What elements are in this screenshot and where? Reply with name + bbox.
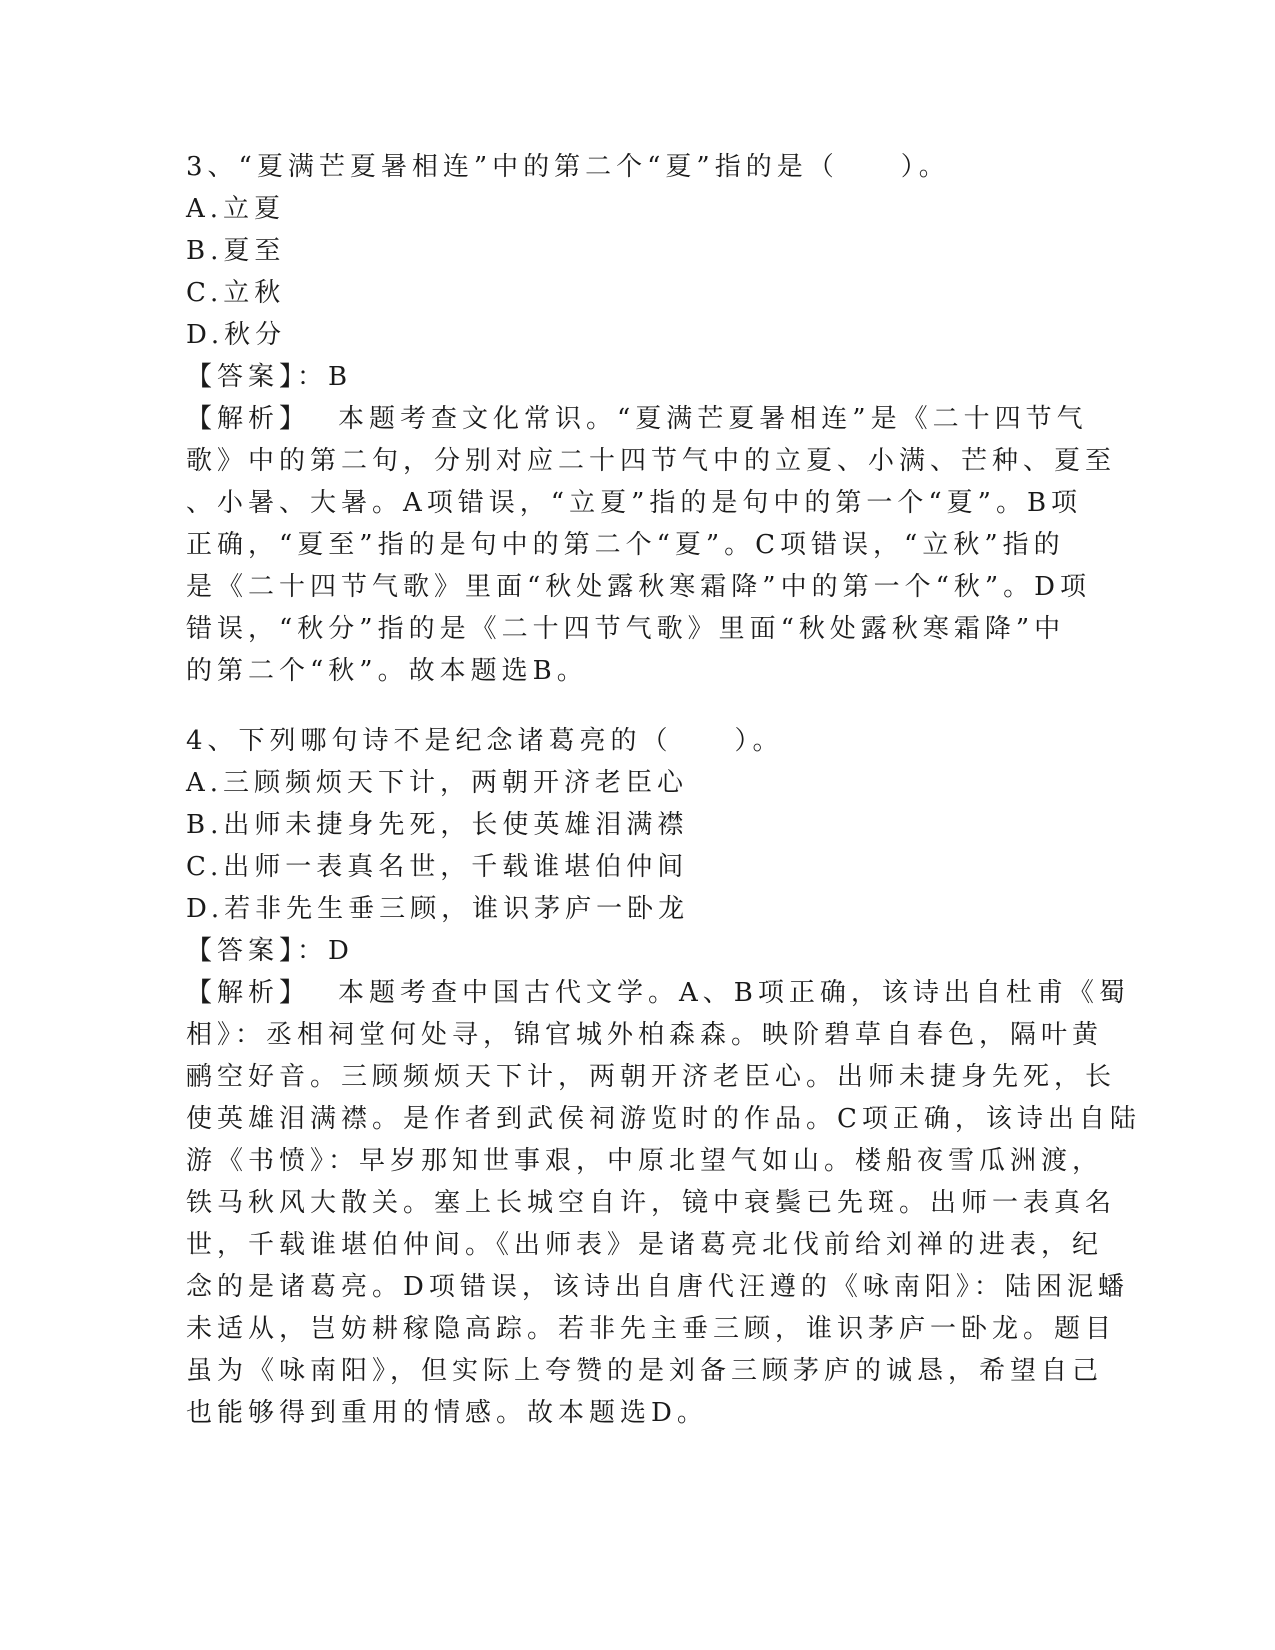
option-b: B.夏至	[186, 236, 286, 266]
option-a: A.立夏	[186, 194, 286, 224]
question-3	[186, 146, 1117, 692]
answer-label: 【答案】：	[186, 362, 329, 392]
analysis	[186, 972, 1141, 1434]
analysis-line: 正确，“夏至”指的是句中的第二个“夏”。C项错误，“立秋”指的	[186, 530, 1065, 560]
analysis-line: 铁马秋风大散关。塞上长城空自许，镜中衰鬓已先斑。出师一表真名	[186, 1188, 1117, 1218]
analysis-line: 、小暑、大暑。A项错误，“立夏”指的是句中的第一个“夏”。B项	[186, 488, 1083, 518]
answer-label: 【答案】：	[186, 936, 329, 966]
analysis-line: 相》：丞相祠堂何处寻，锦官城外柏森森。映阶碧草自春色，隔叶黄	[186, 1020, 1104, 1050]
analysis-label: 【解析】	[186, 978, 311, 1008]
analysis-line: 游《书愤》：早岁那知世事艰，中原北望气如山。楼船夜雪瓜洲渡，	[186, 1146, 1104, 1176]
question-4	[186, 720, 1141, 1434]
question-stem: 4、下列哪句诗不是纪念诸葛亮的（ ）。	[186, 726, 784, 756]
question-stem: 3、“夏满芒夏暑相连”中的第二个“夏”指的是（ ）。	[186, 152, 950, 182]
analysis-line: 念的是诸葛亮。D项错误，该诗出自唐代汪遵的《咏南阳》：陆困泥蟠	[186, 1272, 1129, 1302]
analysis-line: 使英雄泪满襟。是作者到武侯祠游览时的作品。C项正确，该诗出自陆	[186, 1104, 1141, 1134]
answer-line	[186, 356, 1086, 398]
analysis-line: 也能够得到重用的情感。故本题选D。	[186, 1398, 708, 1428]
analysis-line: 鹂空好音。三顾频烦天下计，两朝开济老臣心。出师未捷身先死，长	[186, 1062, 1117, 1092]
analysis-line: 世，千载谁堪伯仲间。《出师表》是诸葛亮北伐前给刘禅的进表，纪	[186, 1230, 1104, 1260]
option-d: D.秋分	[186, 320, 287, 350]
option-b: B.出师未捷身先死，长使英雄泪满襟	[186, 810, 689, 840]
analysis-line: 虽为《咏南阳》，但实际上夸赞的是刘备三顾茅庐的诚恳，希望自己	[186, 1356, 1104, 1386]
answer-line	[186, 930, 1086, 972]
answer-value: D	[328, 936, 354, 966]
option-d: D.若非先生垂三顾，谁识茅庐一卧龙	[186, 894, 690, 924]
analysis-line: 未适从，岂妨耕稼隐高踪。若非先主垂三顾，谁识茅庐一卧龙。题目	[186, 1314, 1117, 1344]
analysis	[186, 398, 1117, 692]
analysis-label: 【解析】	[186, 404, 311, 434]
option-a: A.三顾频烦天下计，两朝开济老臣心	[186, 768, 689, 798]
analysis-line: 是《二十四节气歌》里面“秋处露秋寒霜降”中的第一个“秋”。D项	[186, 572, 1092, 602]
analysis-line: 【解析】 本题考查中国古代文学。A、B项正确，该诗出自杜甫《蜀	[186, 978, 1130, 1008]
answer-value: B	[328, 362, 353, 392]
analysis-line: 错误，“秋分”指的是《二十四节气歌》里面“秋处露秋寒霜降”中	[186, 614, 1066, 644]
option-c: C.立秋	[186, 278, 286, 308]
analysis-line: 的第二个“秋”。故本题选B。	[186, 656, 588, 686]
option-c: C.出师一表真名世，千载谁堪伯仲间	[186, 852, 689, 882]
analysis-line: 【解析】 本题考查文化常识。“夏满芒夏暑相连”是《二十四节气	[186, 404, 1088, 434]
analysis-line: 歌》中的第二句，分别对应二十四节气中的立夏、小满、芒种、夏至	[186, 446, 1117, 476]
